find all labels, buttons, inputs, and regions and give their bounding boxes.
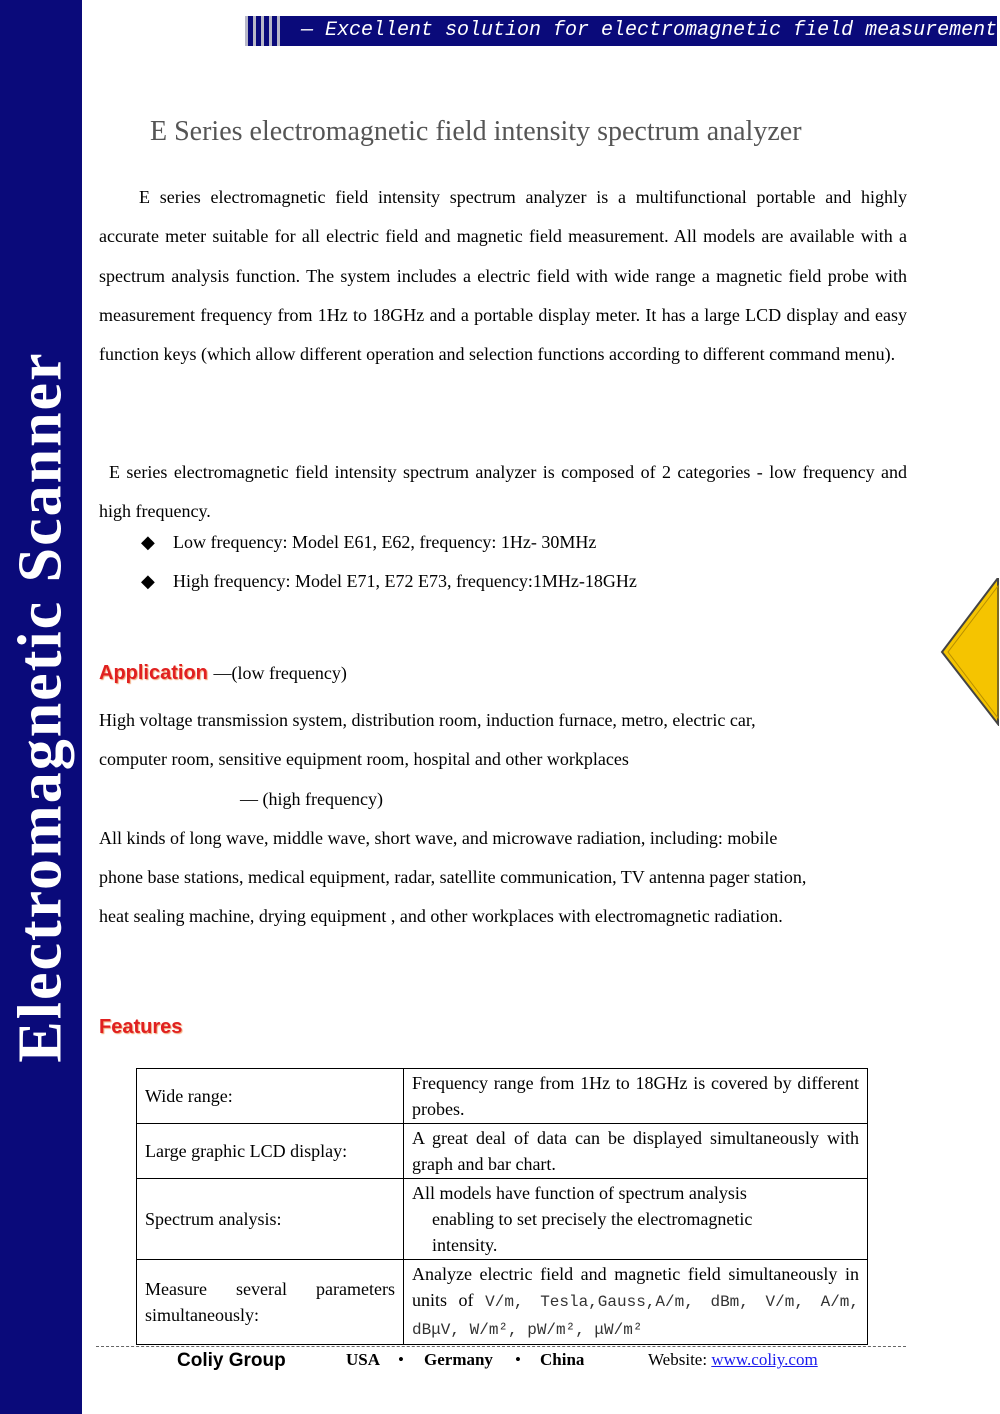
application-high-line-1: All kinds of long wave, middle wave, short wave, and microwave radiation, including: mobile (99, 828, 778, 848)
application-high-line-3: heat sealing machine, drying equipment , and other workplaces with electromagnetic radiation. (99, 906, 783, 926)
table-row (137, 1069, 868, 1124)
features-table (136, 1068, 868, 1345)
sidebar (0, 0, 82, 1414)
bullet-text: Low frequency: Model E61, E62, frequency: 1Hz- 30MHz (173, 532, 597, 552)
website-label: Website: (648, 1350, 708, 1369)
table-row (137, 1260, 868, 1345)
website-link[interactable]: www.coliy.com (711, 1350, 818, 1369)
bullet-text: High frequency: Model E71, E72 E73, frequency:1MHz-18GHz (173, 571, 637, 591)
feature-description-line: enabling to set precisely the electromagnetic (432, 1209, 753, 1229)
intro-paragraph: E series electromagnetic field intensity spectrum analyzer is a multifunctional portable and highly accurate meter suitable for all electric field and magnetic field measurement. All models are available with a spectrum analysis function. The system includes a electric field with wide range a magnetic field probe with measurement frequency from 1Hz to 18GHz and a portable display meter. It has a large LCD display and easy function keys (which allow different operation and selection functions according to different command menu). (99, 187, 907, 365)
table-row (137, 1124, 868, 1179)
feature-description-line: All models have function of spectrum analysis (412, 1183, 747, 1203)
feature-description (404, 1179, 868, 1260)
banner-text: — Excellent solution for electromagnetic field measurement (301, 19, 998, 42)
features-heading: Features (99, 1016, 183, 1038)
diamond-bullet-icon: ◆ (141, 532, 155, 552)
application-high-label: — (high frequency) (240, 789, 383, 809)
application-low-label: —(low frequency) (213, 663, 347, 683)
footer-location-usa: USA (346, 1350, 381, 1369)
yellow-corner-decoration (940, 578, 1000, 726)
feature-name: Spectrum analysis: (137, 1179, 404, 1260)
sidebar-title: Electromagnetic Scanner (6, 351, 75, 1063)
diamond-bullet-icon: ◆ (141, 571, 155, 591)
top-banner (245, 16, 997, 46)
footer-website (648, 1350, 818, 1370)
feature-description: Frequency range from 1Hz to 18GHz is covered by different probes. (404, 1069, 868, 1124)
footer-separator: • (398, 1350, 404, 1369)
application-low-line-1: High voltage transmission system, distribution room, induction furnace, metro, electric car, (99, 710, 756, 730)
application-heading-text: Application (99, 662, 208, 684)
footer-separator: • (515, 1350, 521, 1369)
application-low-line-2: computer room, sensitive equipment room, hospital and other workplaces (99, 749, 629, 769)
feature-name: Measure several parameters simultaneously: (137, 1260, 404, 1345)
footer-location-germany: Germany (424, 1350, 493, 1369)
composition-paragraph: E series electromagnetic field intensity spectrum analyzer is composed of 2 categories - low frequency and high frequency. (99, 462, 907, 522)
application-high-line-2: phone base stations, medical equipment, radar, satellite communication, TV antenna pager station, (99, 867, 807, 887)
feature-description-text: Analyze electric field and magnetic field simultaneously in units of (412, 1264, 859, 1310)
feature-description-line: intensity. (432, 1235, 498, 1255)
feature-units: V/m, Tesla,Gauss,A/m, dBm, V/m, A/m, dBμV, W/m², pW/m², μW/m² (412, 1293, 859, 1339)
feature-description (404, 1260, 868, 1345)
banner-stripes (245, 16, 285, 46)
document-title: E Series electromagnetic field intensity spectrum analyzer (150, 116, 802, 147)
footer-brand: Coliy Group (177, 1350, 286, 1371)
bullet-high-frequency (141, 571, 637, 592)
feature-name: Wide range: (137, 1069, 404, 1124)
feature-description: A great deal of data can be displayed simultaneously with graph and bar chart. (404, 1124, 868, 1179)
footer-divider (96, 1346, 906, 1347)
table-row (137, 1179, 868, 1260)
application-heading (99, 662, 347, 685)
bullet-low-frequency (141, 532, 596, 553)
feature-name: Large graphic LCD display: (137, 1124, 404, 1179)
footer-location-china: China (540, 1350, 585, 1369)
